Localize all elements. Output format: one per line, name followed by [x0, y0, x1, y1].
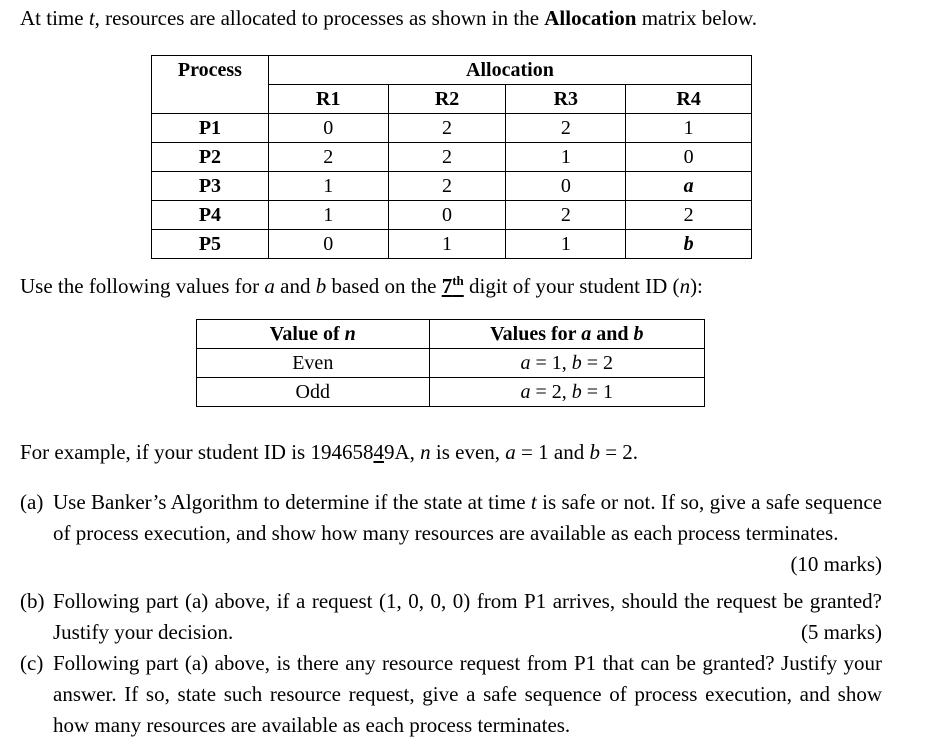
use-prefix: Use the following values for — [20, 274, 265, 298]
table-row — [197, 349, 705, 378]
question-text: Following part (a) above, is there any resource request from P1 that can be granted? Justify your answer. If so, state such resource request, give a safe sequence of process execution, and show how many resources are available as each process terminates. — [53, 651, 882, 737]
var-t: t — [530, 490, 537, 514]
intro-mid: , resources are allocated to processes as shown in the — [94, 6, 545, 30]
value-cell: 1 — [626, 114, 752, 143]
value-cell: 1 — [506, 230, 626, 259]
var-n: n — [679, 274, 691, 298]
b-var: b — [571, 352, 582, 374]
and-label: and — [591, 323, 634, 345]
question-body — [53, 586, 882, 648]
example-eq2: = 2. — [599, 440, 639, 464]
a-value: = 2, — [530, 381, 572, 403]
question-c — [20, 648, 882, 741]
table-row — [152, 114, 752, 143]
question-label: (b) — [20, 589, 45, 613]
allocation-header-row — [152, 56, 752, 85]
use-suffix: ): — [690, 274, 703, 298]
value-cell: 2 — [506, 201, 626, 230]
marks: (5 marks) — [800, 620, 882, 644]
allocation-table — [151, 55, 752, 259]
table-row — [152, 172, 752, 201]
variable-b-cell: b — [626, 230, 752, 259]
a-var: a — [581, 323, 592, 345]
value-of-n-header — [197, 320, 430, 349]
value-cell: 1 — [506, 143, 626, 172]
resource-header: R4 — [626, 85, 752, 114]
var-b: b — [315, 274, 327, 298]
value-cell: 0 — [268, 230, 388, 259]
digit-ordinal — [442, 274, 464, 298]
value-cell: 1 — [388, 230, 506, 259]
a-var: a — [520, 352, 531, 374]
values-ab-header — [429, 320, 704, 349]
process-cell: P3 — [152, 172, 269, 201]
example-eq1: = 1 and — [515, 440, 590, 464]
question-text-1: Use Banker’s Algorithm to determine if the state at time — [53, 490, 531, 514]
value-cell: 2 — [506, 114, 626, 143]
table-row — [152, 230, 752, 259]
b-var: b — [571, 381, 582, 403]
process-cell: P2 — [152, 143, 269, 172]
value-cell: 2 — [626, 201, 752, 230]
value-of-label: Value of — [269, 323, 345, 345]
use-and: and — [274, 274, 316, 298]
value-cell: 0 — [506, 172, 626, 201]
ab-values-table — [196, 319, 705, 407]
question-a — [20, 487, 882, 580]
digit-number: 7 — [441, 274, 453, 298]
question-text-2: is safe or not. If so, give a safe sequence of process execution, and show how many resources are available as each process terminates. — [53, 490, 882, 545]
value-cell: 2 — [268, 143, 388, 172]
var-n: n — [420, 440, 431, 464]
intro-prefix: At time — [20, 6, 89, 30]
use-mid2: digit of your student ID ( — [463, 274, 680, 298]
variable-a-cell: a — [626, 172, 752, 201]
value-cell: 1 — [268, 172, 388, 201]
example-prefix: For example, if your student ID is 194658 — [20, 440, 374, 464]
table-row — [197, 378, 705, 407]
intro-var-t: t — [88, 6, 95, 30]
example-after-digit: 9A, — [383, 440, 421, 464]
process-cell: P4 — [152, 201, 269, 230]
process-cell: P5 — [152, 230, 269, 259]
underlined-digit: 4 — [373, 440, 384, 464]
values-for-label: Values for — [490, 323, 582, 345]
question-body — [53, 487, 882, 576]
ab-header-row — [197, 320, 705, 349]
value-cell: 2 — [388, 143, 506, 172]
var-b: b — [589, 440, 600, 464]
use-values-text — [20, 269, 703, 298]
resource-header-row — [152, 85, 752, 114]
intro-bold: Allocation — [544, 6, 637, 30]
use-mid: based on the — [326, 274, 442, 298]
value-cell: 2 — [388, 114, 506, 143]
question-b — [20, 586, 882, 648]
example-is-even: is even, — [430, 440, 506, 464]
marks: (10 marks) — [790, 552, 882, 576]
table-row — [152, 143, 752, 172]
process-cell: P1 — [152, 114, 269, 143]
resource-header: R2 — [388, 85, 506, 114]
ab-values-cell — [429, 349, 704, 378]
value-cell: 0 — [388, 201, 506, 230]
b-value: = 2 — [581, 352, 614, 374]
ab-values-cell — [429, 378, 704, 407]
parity-cell: Even — [197, 349, 430, 378]
question-label: (c) — [20, 651, 44, 675]
intro-text — [20, 6, 757, 30]
resource-header: R3 — [506, 85, 626, 114]
example-text — [20, 440, 638, 464]
parity-cell: Odd — [197, 378, 430, 407]
var-a: a — [264, 274, 275, 298]
digit-suffix: th — [452, 273, 464, 288]
var-a: a — [505, 440, 516, 464]
question-body — [53, 648, 882, 741]
value-cell: 0 — [626, 143, 752, 172]
a-value: = 1, — [530, 352, 572, 374]
n-var: n — [344, 323, 356, 345]
table-row — [152, 201, 752, 230]
intro-suffix: matrix below. — [636, 6, 757, 30]
value-cell: 2 — [388, 172, 506, 201]
allocation-header: Allocation — [268, 56, 751, 85]
question-text: Following part (a) above, if a request (1, 0, 0, 0) from P1 arrives, should the request be granted? Justify your decision. — [53, 589, 882, 644]
value-cell: 0 — [268, 114, 388, 143]
process-header-spacer — [152, 85, 269, 114]
value-cell: 1 — [268, 201, 388, 230]
question-label: (a) — [20, 490, 44, 514]
b-value: = 1 — [581, 381, 614, 403]
a-var: a — [520, 381, 531, 403]
resource-header: R1 — [268, 85, 388, 114]
b-var: b — [633, 323, 644, 345]
process-header: Process — [152, 56, 269, 85]
